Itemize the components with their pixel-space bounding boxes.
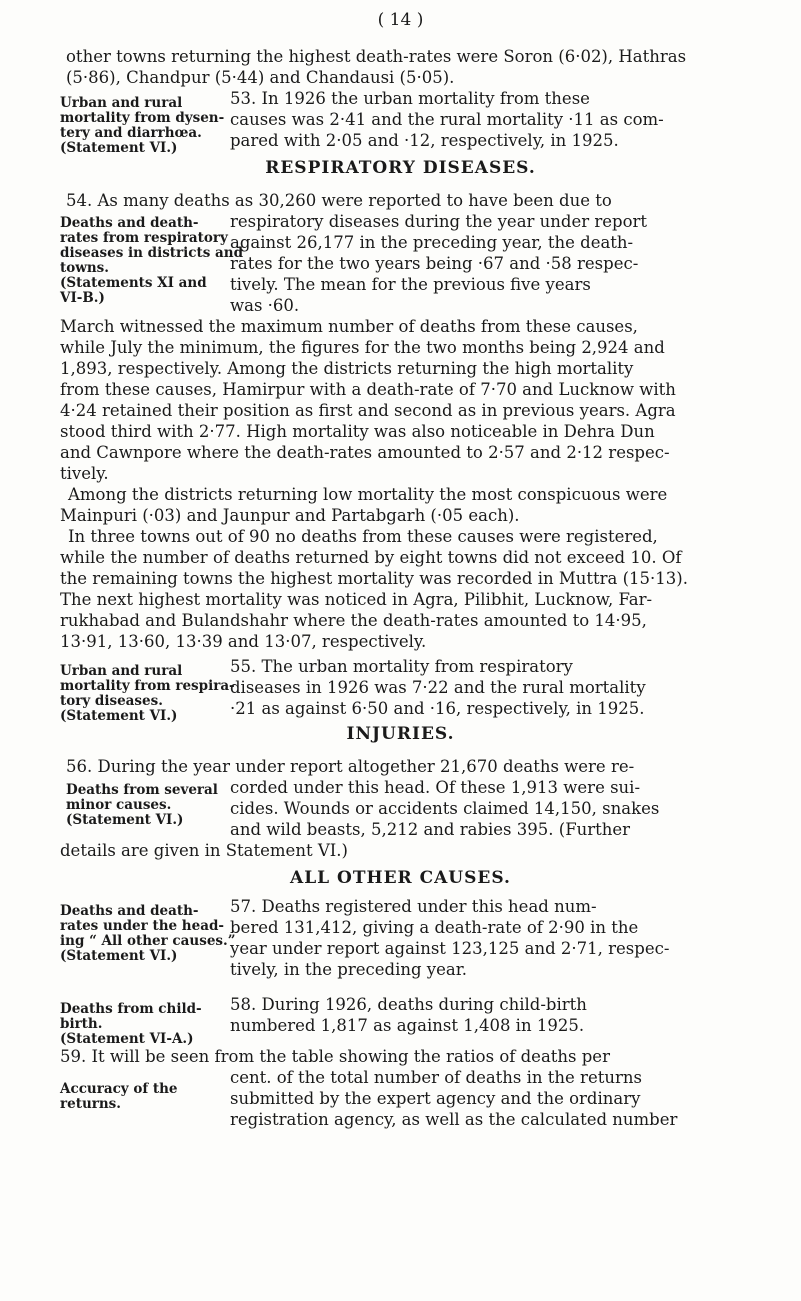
heading-all-other-causes: ALL OTHER CAUSES.: [290, 868, 511, 888]
paragraph-56-side-lines: corded under this head. Of these 1,913 were sui- cides. Wounds or accidents claimed 14,150, snakes and wild beasts, 5,212 and rabies 395. (Further: [230, 778, 660, 839]
paragraph-57: 57. Deaths registered under this head num- bered 131,412, giving a death-rate of 2·90 in the year under report against 123,125 and 2·71, respec- tively, in the preceding year.: [230, 897, 670, 979]
marginal-note-55: Urban and rural mortality from respira- tory diseases. (Statement VI.): [60, 663, 235, 724]
heading-injuries: INJURIES.: [346, 724, 455, 744]
paragraph-55: 55. The urban mortality from respiratory diseases in 1926 was 7·22 and the rural mortality ·21 as against 6·50 and ·16, respectively, in 1925.: [230, 657, 646, 718]
paragraph-54-body: March witnessed the maximum number of deaths from these causes, while July the minimum, the figures for the two months being 2,924 and 1,893, respectively. Among the districts returning the high mortality from these causes, Hamirpur with a death-rate of 7·70 and Lucknow with 4·24 retained their position as first and second as in previous years. Agra stood third with 2·77. High mortality was also noticeable in Dehra Dun and Cawnpore where the death-rates amounted to 2·57 and 2·12 respec- tively. Among the districts returning low mortality the most conspicuous were Mainpuri (·03) and Jaunpur and Partabgarh (·05 each). In three towns out of 90 no deaths from these causes were registered, while the number of deaths returned by eight towns did not exceed 10. Of the remaining towns the highest mortality was recorded in Muttra (15·13). The next highest mortality was noticed in Agra, Pilibhit, Lucknow, Far- rukhabad and Bulandshahr where the death-rates amounted to 14·95, 13·91, 13·60, 13·39 and 13·07, respectively.: [60, 317, 688, 651]
marginal-note-58: Deaths from child- birth. (Statement VI-A.): [60, 1001, 202, 1047]
paragraph-54-side-lines: respiratory diseases during the year under report against 26,177 in the preceding year, the death- rates for the two years being ·67 and ·58 respec- tively. The mean for the previous five years was ·60.: [230, 212, 648, 315]
paragraph-56-first-line: 56. During the year under report altogether 21,670 deaths were re-: [66, 757, 635, 776]
paragraph-53: 53. In 1926 the urban mortality from these causes was 2·41 and the rural mortality ·11 as com- pared with 2·05 and ·12, respectively, in 1925.: [230, 89, 664, 150]
paragraph-59-first-line: 59. It will be seen from the table showing the ratios of deaths per: [60, 1047, 610, 1066]
paragraph-59-side-lines: cent. of the total number of deaths in the returns submitted by the expert agency and the ordinary registration agency, as well as the calculated number: [230, 1068, 678, 1129]
marginal-note-59: Accuracy of the returns.: [60, 1081, 178, 1112]
paragraph-58: 58. During 1926, deaths during child-birth numbered 1,817 as against 1,408 in 1925.: [230, 995, 587, 1035]
heading-respiratory-diseases: RESPIRATORY DISEASES.: [265, 158, 536, 178]
text-line: (5·86), Chandpur (5·44) and Chandausi (5·05).: [66, 68, 455, 87]
marginal-note-53: Urban and rural mortality from dysen- tery and diarrhœa. (Statement VI.): [60, 95, 225, 156]
paragraph-56-last-line: details are given in Statement VI.): [60, 841, 348, 860]
paragraph-54-first-line: 54. As many deaths as 30,260 were reported to have been due to: [66, 191, 612, 210]
marginal-note-56: Deaths from several minor causes. (Statement VI.): [66, 782, 218, 828]
marginal-note-57: Deaths and death- rates under the head- ing “ All other causes.” (Statement VI.): [60, 903, 236, 964]
text-line: other towns returning the highest death-rates were Soron (6·02), Hathras: [66, 47, 687, 66]
page-number: ( 14 ): [377, 10, 424, 30]
intro-paragraph: [66, 46, 686, 88]
marginal-note-54: Deaths and death- rates from respiratory diseases in districts and towns. (Statements XI and VI-B.): [60, 215, 244, 306]
